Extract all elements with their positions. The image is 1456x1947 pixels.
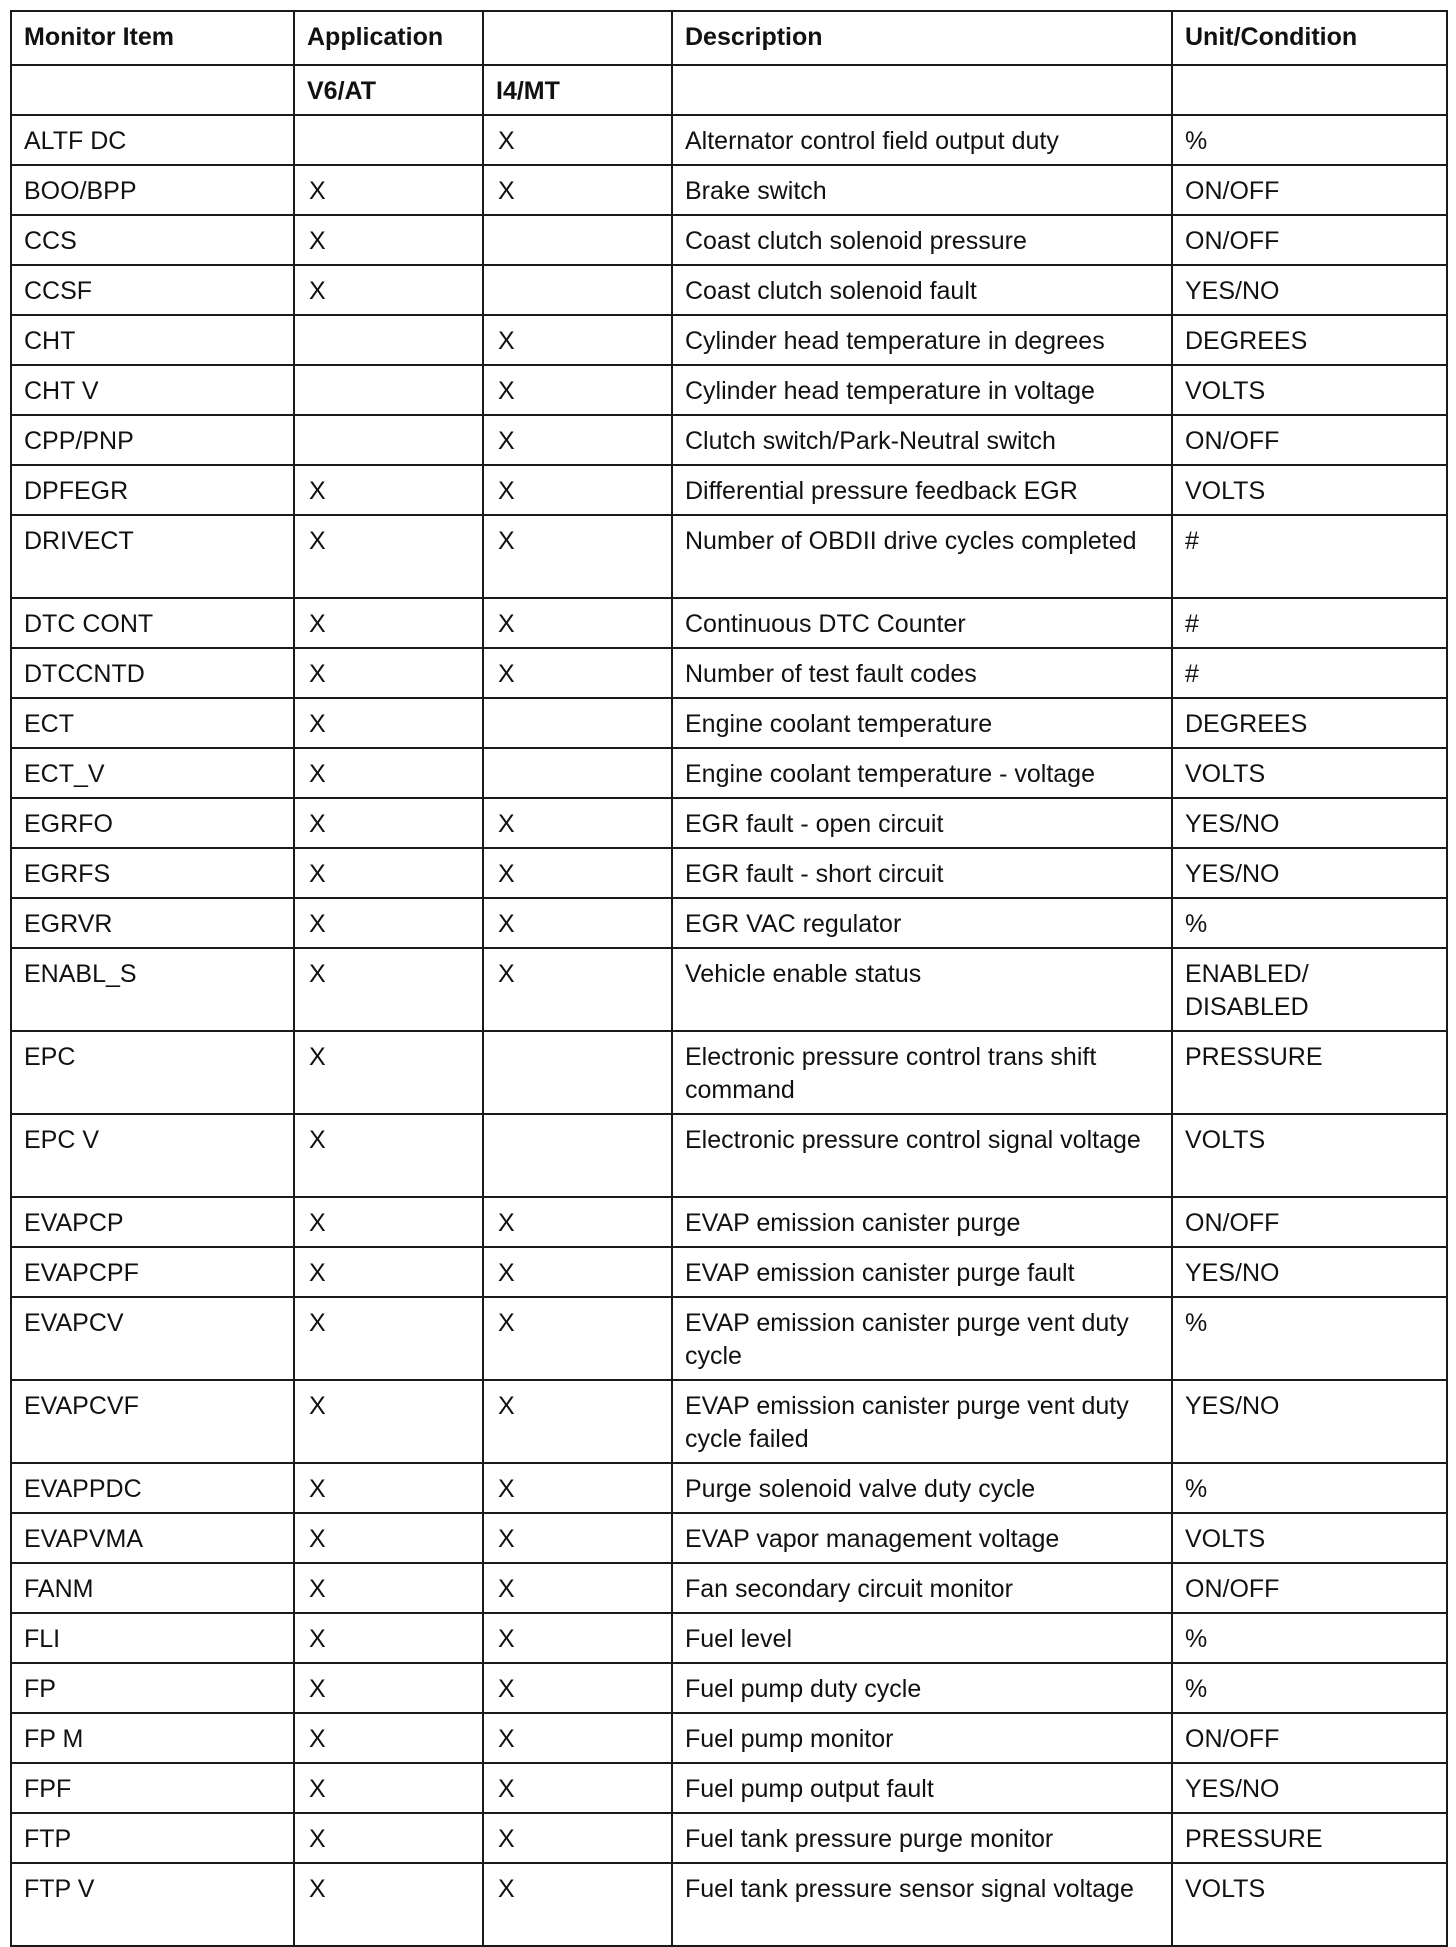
cell-v6at-mark: X — [294, 898, 483, 948]
table-row — [11, 1247, 1447, 1297]
cell-description: Clutch switch/Park-Neutral switch — [672, 415, 1172, 465]
cell-v6at-mark: X — [294, 848, 483, 898]
cell-v6at-mark: X — [294, 1863, 483, 1946]
cell-i4mt-mark: X — [483, 1863, 672, 1946]
cell-i4mt-mark — [483, 748, 672, 798]
cell-monitor-item: DPFEGR — [11, 465, 294, 515]
cell-i4mt-mark: X — [483, 948, 672, 1031]
cell-i4mt-mark: X — [483, 1813, 672, 1863]
cell-description: EGR fault - short circuit — [672, 848, 1172, 898]
cell-monitor-item: CCS — [11, 215, 294, 265]
cell-monitor-item: FANM — [11, 1563, 294, 1613]
cell-unit-condition: # — [1172, 648, 1447, 698]
cell-v6at-mark: X — [294, 1513, 483, 1563]
cell-monitor-item: CCSF — [11, 265, 294, 315]
cell-description: Fuel pump monitor — [672, 1713, 1172, 1763]
header-blank — [483, 11, 672, 65]
cell-v6at-mark: X — [294, 1031, 483, 1114]
table-row — [11, 365, 1447, 415]
cell-description: Brake switch — [672, 165, 1172, 215]
cell-unit-condition: VOLTS — [1172, 1513, 1447, 1563]
table-row — [11, 598, 1447, 648]
cell-unit-condition: ON/OFF — [1172, 165, 1447, 215]
table-row — [11, 165, 1447, 215]
table-header-row — [11, 11, 1447, 65]
table-row — [11, 115, 1447, 165]
header-monitor-item: Monitor Item — [11, 11, 294, 65]
table-row — [11, 1613, 1447, 1663]
table-row — [11, 948, 1447, 1031]
cell-description: Fuel level — [672, 1613, 1172, 1663]
cell-v6at-mark — [294, 415, 483, 465]
cell-v6at-mark — [294, 315, 483, 365]
cell-description: Purge solenoid valve duty cycle — [672, 1463, 1172, 1513]
cell-i4mt-mark: X — [483, 598, 672, 648]
cell-description: Continuous DTC Counter — [672, 598, 1172, 648]
cell-unit-condition: ON/OFF — [1172, 415, 1447, 465]
table-row — [11, 698, 1447, 748]
cell-description: EVAP emission canister purge fault — [672, 1247, 1172, 1297]
cell-monitor-item: FTP — [11, 1813, 294, 1863]
cell-unit-condition: PRESSURE — [1172, 1031, 1447, 1114]
cell-v6at-mark: X — [294, 1114, 483, 1197]
cell-i4mt-mark: X — [483, 648, 672, 698]
table-row — [11, 1563, 1447, 1613]
cell-monitor-item: BOO/BPP — [11, 165, 294, 215]
subheader-empty — [11, 65, 294, 115]
cell-monitor-item: EGRVR — [11, 898, 294, 948]
monitor-table — [10, 10, 1448, 1947]
cell-unit-condition: ON/OFF — [1172, 1713, 1447, 1763]
cell-v6at-mark: X — [294, 1463, 483, 1513]
table-row — [11, 315, 1447, 365]
table-row — [11, 1031, 1447, 1114]
cell-v6at-mark: X — [294, 1763, 483, 1813]
cell-monitor-item: EPC V — [11, 1114, 294, 1197]
cell-v6at-mark: X — [294, 165, 483, 215]
table-row — [11, 1513, 1447, 1563]
table-row — [11, 848, 1447, 898]
cell-i4mt-mark: X — [483, 1197, 672, 1247]
cell-i4mt-mark — [483, 1114, 672, 1197]
table-row — [11, 1380, 1447, 1463]
table-row — [11, 265, 1447, 315]
table-row — [11, 1197, 1447, 1247]
cell-description: Differential pressure feedback EGR — [672, 465, 1172, 515]
cell-unit-condition: YES/NO — [1172, 1247, 1447, 1297]
table-row — [11, 515, 1447, 598]
cell-i4mt-mark: X — [483, 1713, 672, 1763]
table-row — [11, 1813, 1447, 1863]
cell-description: EVAP vapor management voltage — [672, 1513, 1172, 1563]
cell-monitor-item: ECT — [11, 698, 294, 748]
cell-i4mt-mark — [483, 1031, 672, 1114]
table-row — [11, 898, 1447, 948]
cell-unit-condition: % — [1172, 1297, 1447, 1380]
cell-monitor-item: FP — [11, 1663, 294, 1713]
cell-description: EVAP emission canister purge vent duty cycle — [672, 1297, 1172, 1380]
header-description: Description — [672, 11, 1172, 65]
cell-description: Engine coolant temperature — [672, 698, 1172, 748]
cell-monitor-item: EPC — [11, 1031, 294, 1114]
cell-i4mt-mark: X — [483, 1763, 672, 1813]
cell-i4mt-mark: X — [483, 315, 672, 365]
cell-description: Fuel tank pressure purge monitor — [672, 1813, 1172, 1863]
cell-monitor-item: EVAPPDC — [11, 1463, 294, 1513]
cell-unit-condition: YES/NO — [1172, 1763, 1447, 1813]
cell-i4mt-mark — [483, 698, 672, 748]
cell-i4mt-mark: X — [483, 1663, 672, 1713]
cell-unit-condition: YES/NO — [1172, 1380, 1447, 1463]
cell-i4mt-mark: X — [483, 1563, 672, 1613]
cell-description: Cylinder head temperature in degrees — [672, 315, 1172, 365]
cell-i4mt-mark — [483, 265, 672, 315]
table-subheader-row — [11, 65, 1447, 115]
cell-unit-condition: DEGREES — [1172, 315, 1447, 365]
cell-v6at-mark: X — [294, 215, 483, 265]
cell-description: Number of test fault codes — [672, 648, 1172, 698]
cell-unit-condition: # — [1172, 515, 1447, 598]
cell-i4mt-mark: X — [483, 1380, 672, 1463]
cell-i4mt-mark: X — [483, 1613, 672, 1663]
subheader-empty — [1172, 65, 1447, 115]
cell-description: EVAP emission canister purge — [672, 1197, 1172, 1247]
cell-monitor-item: FTP V — [11, 1863, 294, 1946]
cell-v6at-mark: X — [294, 1663, 483, 1713]
cell-monitor-item: EVAPCVF — [11, 1380, 294, 1463]
table-row — [11, 798, 1447, 848]
cell-i4mt-mark: X — [483, 1463, 672, 1513]
cell-monitor-item: EGRFO — [11, 798, 294, 848]
table-row — [11, 215, 1447, 265]
subheader-i4mt: I4/MT — [483, 65, 672, 115]
subheader-empty — [672, 65, 1172, 115]
cell-monitor-item: ECT_V — [11, 748, 294, 798]
cell-unit-condition: % — [1172, 1613, 1447, 1663]
cell-unit-condition: % — [1172, 115, 1447, 165]
cell-v6at-mark: X — [294, 948, 483, 1031]
cell-monitor-item: EVAPVMA — [11, 1513, 294, 1563]
cell-v6at-mark: X — [294, 648, 483, 698]
cell-unit-condition: YES/NO — [1172, 848, 1447, 898]
cell-unit-condition: % — [1172, 1663, 1447, 1713]
cell-monitor-item: EVAPCP — [11, 1197, 294, 1247]
cell-monitor-item: DTCCNTD — [11, 648, 294, 698]
cell-description: Fuel pump output fault — [672, 1763, 1172, 1813]
cell-v6at-mark: X — [294, 1380, 483, 1463]
cell-monitor-item: ALTF DC — [11, 115, 294, 165]
cell-v6at-mark: X — [294, 798, 483, 848]
cell-monitor-item: EVAPCPF — [11, 1247, 294, 1297]
cell-monitor-item: FPF — [11, 1763, 294, 1813]
cell-description: Fuel tank pressure sensor signal voltage — [672, 1863, 1172, 1946]
cell-v6at-mark: X — [294, 515, 483, 598]
cell-monitor-item: DRIVECT — [11, 515, 294, 598]
cell-description: EGR VAC regulator — [672, 898, 1172, 948]
cell-i4mt-mark: X — [483, 415, 672, 465]
cell-description: Number of OBDII drive cycles completed — [672, 515, 1172, 598]
cell-v6at-mark: X — [294, 1297, 483, 1380]
cell-description: EGR fault - open circuit — [672, 798, 1172, 848]
cell-unit-condition: # — [1172, 598, 1447, 648]
header-unit-condition: Unit/Condition — [1172, 11, 1447, 65]
cell-monitor-item: FP M — [11, 1713, 294, 1763]
cell-monitor-item: DTC CONT — [11, 598, 294, 648]
cell-description: Electronic pressure control signal voltage — [672, 1114, 1172, 1197]
cell-description: Fan secondary circuit monitor — [672, 1563, 1172, 1613]
cell-unit-condition: % — [1172, 898, 1447, 948]
cell-v6at-mark: X — [294, 465, 483, 515]
table-row — [11, 1114, 1447, 1197]
table-row — [11, 1297, 1447, 1380]
cell-i4mt-mark: X — [483, 848, 672, 898]
cell-description: Fuel pump duty cycle — [672, 1663, 1172, 1713]
cell-v6at-mark: X — [294, 1197, 483, 1247]
cell-unit-condition: ON/OFF — [1172, 1197, 1447, 1247]
cell-v6at-mark: X — [294, 1247, 483, 1297]
cell-v6at-mark: X — [294, 1813, 483, 1863]
cell-description: Alternator control field output duty — [672, 115, 1172, 165]
cell-i4mt-mark: X — [483, 1513, 672, 1563]
table-row — [11, 748, 1447, 798]
cell-i4mt-mark: X — [483, 798, 672, 848]
table-row — [11, 1463, 1447, 1513]
cell-unit-condition: PRESSURE — [1172, 1813, 1447, 1863]
cell-description: Electronic pressure control trans shift command — [672, 1031, 1172, 1114]
cell-unit-condition: ON/OFF — [1172, 1563, 1447, 1613]
cell-unit-condition: VOLTS — [1172, 365, 1447, 415]
cell-i4mt-mark: X — [483, 115, 672, 165]
cell-v6at-mark: X — [294, 1613, 483, 1663]
cell-description: Vehicle enable status — [672, 948, 1172, 1031]
table-row — [11, 1663, 1447, 1713]
subheader-v6at: V6/AT — [294, 65, 483, 115]
cell-i4mt-mark: X — [483, 465, 672, 515]
cell-unit-condition: VOLTS — [1172, 748, 1447, 798]
table-row — [11, 415, 1447, 465]
cell-monitor-item: CHT — [11, 315, 294, 365]
cell-v6at-mark — [294, 115, 483, 165]
cell-unit-condition: VOLTS — [1172, 465, 1447, 515]
table-row — [11, 465, 1447, 515]
cell-v6at-mark: X — [294, 698, 483, 748]
cell-unit-condition: YES/NO — [1172, 798, 1447, 848]
cell-monitor-item: FLI — [11, 1613, 294, 1663]
cell-v6at-mark: X — [294, 1713, 483, 1763]
table-row — [11, 648, 1447, 698]
cell-unit-condition: YES/NO — [1172, 265, 1447, 315]
cell-v6at-mark — [294, 365, 483, 415]
cell-description: Coast clutch solenoid pressure — [672, 215, 1172, 265]
cell-v6at-mark: X — [294, 265, 483, 315]
table-row — [11, 1713, 1447, 1763]
cell-description: Cylinder head temperature in voltage — [672, 365, 1172, 415]
cell-description: Engine coolant temperature - voltage — [672, 748, 1172, 798]
header-application: Application — [294, 11, 483, 65]
cell-monitor-item: EGRFS — [11, 848, 294, 898]
cell-i4mt-mark: X — [483, 365, 672, 415]
monitor-table-body — [11, 11, 1447, 1946]
cell-unit-condition: ENABLED/ DISABLED — [1172, 948, 1447, 1031]
cell-i4mt-mark: X — [483, 1247, 672, 1297]
cell-unit-condition: VOLTS — [1172, 1114, 1447, 1197]
cell-i4mt-mark: X — [483, 165, 672, 215]
cell-unit-condition: % — [1172, 1463, 1447, 1513]
cell-monitor-item: CHT V — [11, 365, 294, 415]
cell-v6at-mark: X — [294, 598, 483, 648]
cell-i4mt-mark — [483, 215, 672, 265]
cell-i4mt-mark: X — [483, 1297, 672, 1380]
cell-i4mt-mark: X — [483, 898, 672, 948]
cell-description: Coast clutch solenoid fault — [672, 265, 1172, 315]
table-row — [11, 1763, 1447, 1813]
cell-unit-condition: VOLTS — [1172, 1863, 1447, 1946]
cell-v6at-mark: X — [294, 748, 483, 798]
table-row — [11, 1863, 1447, 1946]
cell-i4mt-mark: X — [483, 515, 672, 598]
cell-unit-condition: DEGREES — [1172, 698, 1447, 748]
cell-monitor-item: ENABL_S — [11, 948, 294, 1031]
cell-v6at-mark: X — [294, 1563, 483, 1613]
cell-monitor-item: CPP/PNP — [11, 415, 294, 465]
cell-unit-condition: ON/OFF — [1172, 215, 1447, 265]
cell-description: EVAP emission canister purge vent duty cycle failed — [672, 1380, 1172, 1463]
cell-monitor-item: EVAPCV — [11, 1297, 294, 1380]
